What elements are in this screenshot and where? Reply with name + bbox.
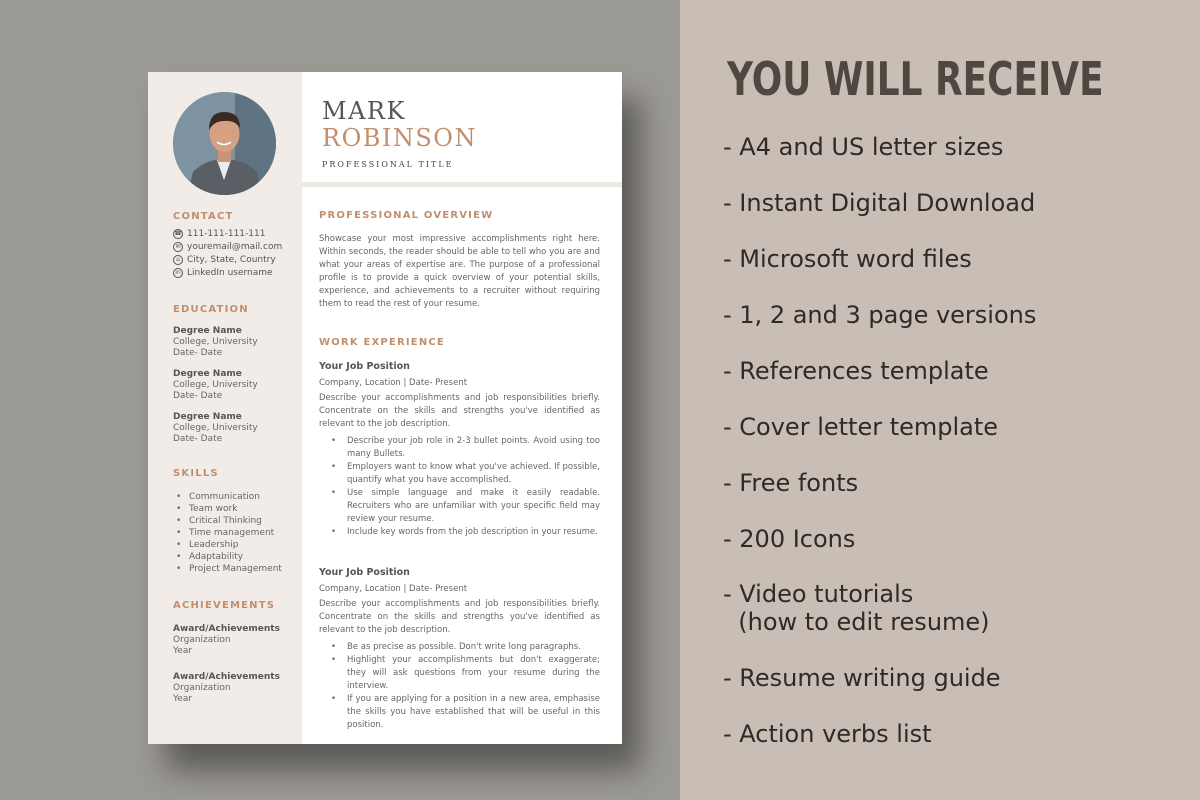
feature-item: - Cover letter template (723, 413, 999, 441)
feature-item: - 200 Icons (723, 525, 856, 553)
skill-item: • Team work (173, 503, 282, 515)
education-item (173, 412, 258, 445)
job-bullets (319, 435, 600, 539)
achievements-heading: ACHIEVEMENTS (173, 600, 276, 611)
job-bullet: • Be as precise as possible. Don't write long paragraphs. (319, 641, 600, 654)
contact-linkedin (173, 268, 273, 278)
contact-heading: CONTACT (173, 211, 234, 222)
job-bullet: • Employers want to know what you've achieved. If possible, quantify what you have accomplished. (319, 461, 600, 487)
job-bullet: • Describe your job role in 2-3 bullet points. Avoid using too many Bullets. (319, 435, 600, 461)
last-name: ROBINSON (322, 124, 477, 152)
feature-item: - Instant Digital Download (723, 189, 1036, 217)
feature-item: - Microsoft word files (723, 245, 972, 273)
first-name: MARK (322, 97, 406, 125)
degree-name: Degree Name (173, 369, 242, 379)
skills-heading: SKILLS (173, 468, 219, 479)
skill-item: • Time management (173, 527, 282, 539)
feature-item: - A4 and US letter sizes (723, 133, 1004, 161)
feature-item: - References template (723, 357, 989, 385)
degree-name: Degree Name (173, 326, 242, 336)
job-bullet: • Include key words from the job description in your resume. (319, 526, 600, 539)
achievement-year: Year (173, 646, 193, 656)
skill-item: • Leadership (173, 539, 282, 551)
school-name: College, University (173, 337, 258, 347)
email-icon: ✉ (173, 242, 183, 252)
feature-item: - Free fonts (723, 469, 859, 497)
professional-title: PROFESSIONAL TITLE (322, 160, 454, 169)
location-text: City, State, Country (187, 255, 276, 265)
resume-page (148, 72, 622, 744)
education-date: Date- Date (173, 391, 223, 401)
job-bullet: • Use simple language and make it easily readable. Recruiters who are unfamiliar with your specific field may review your resume. (319, 487, 600, 526)
achievement-item (173, 624, 280, 657)
feature-item: - 1, 2 and 3 page versions (723, 301, 1037, 329)
achievement-item (173, 672, 280, 705)
job-position: Your Job Position (319, 361, 410, 372)
contact-email (173, 242, 282, 252)
skill-item: • Adaptability (173, 551, 282, 563)
education-heading: EDUCATION (173, 304, 249, 315)
education-date: Date- Date (173, 348, 223, 358)
job-description: Describe your accomplishments and job responsibilities briefly. Concentrate on the skills and strengths you've identified as relevant to the job description. (319, 393, 600, 429)
profile-photo (173, 92, 276, 195)
school-name: College, University (173, 380, 258, 390)
receive-title: YOU WILL RECEIVE (727, 52, 1104, 106)
linkedin-icon: in (173, 268, 183, 278)
email-text: youremail@mail.com (187, 242, 283, 252)
education-item (173, 369, 258, 402)
skill-item: • Communication (173, 491, 282, 503)
achievement-year: Year (173, 694, 193, 704)
degree-name: Degree Name (173, 412, 242, 422)
resume-header (302, 72, 622, 187)
person-portrait-icon (173, 92, 276, 195)
home-icon: ⌂ (173, 255, 183, 265)
skill-item: • Critical Thinking (173, 515, 282, 527)
job-description: Describe your accomplishments and job responsibilities briefly. Concentrate on the skills and strengths you've identified as relevant to the job description. (319, 599, 600, 635)
job-meta: Company, Location | Date- Present (319, 584, 468, 594)
achievement-org: Organization (173, 635, 231, 645)
job-bullet: • If you are applying for a position in a new area, emphasise the skills you have established that will be useful in this position. (319, 693, 600, 732)
contact-location (173, 255, 276, 265)
overview-text: Showcase your most impressive accomplishments right here. Within seconds, the reader should be able to tell who you are and what your areas of expertise are. The purpose of a professional profile is to provide a quick overview of your potential skills, experience, and achievements to a recruiter without requiring them to read the rest of your resume. (319, 234, 600, 309)
feature-item: - Action verbs list (723, 720, 932, 748)
experience-heading: WORK EXPERIENCE (319, 337, 445, 348)
skills-list (173, 491, 282, 575)
feature-item: - Video tutorials (how to edit resume) (723, 580, 990, 636)
feature-item: - Resume writing guide (723, 664, 1001, 692)
job-bullet: • Highlight your accomplishments but don't exaggerate; they will ask questions from your resume during the interview. (319, 654, 600, 693)
achievement-name: Award/Achievements (173, 624, 280, 634)
job-bullets (319, 641, 600, 732)
overview-heading: PROFESSIONAL OVERVIEW (319, 210, 494, 221)
job-position: Your Job Position (319, 567, 410, 578)
job-meta: Company, Location | Date- Present (319, 378, 468, 388)
school-name: College, University (173, 423, 258, 433)
education-date: Date- Date (173, 434, 223, 444)
skill-item: • Project Management (173, 563, 282, 575)
education-item (173, 326, 258, 359)
phone-icon: ☎ (174, 230, 182, 237)
achievement-org: Organization (173, 683, 231, 693)
linkedin-text: LinkedIn username (187, 268, 273, 278)
achievement-name: Award/Achievements (173, 672, 280, 682)
contact-phone (173, 229, 265, 239)
phone-text: 111-111-111-111 (187, 229, 266, 239)
